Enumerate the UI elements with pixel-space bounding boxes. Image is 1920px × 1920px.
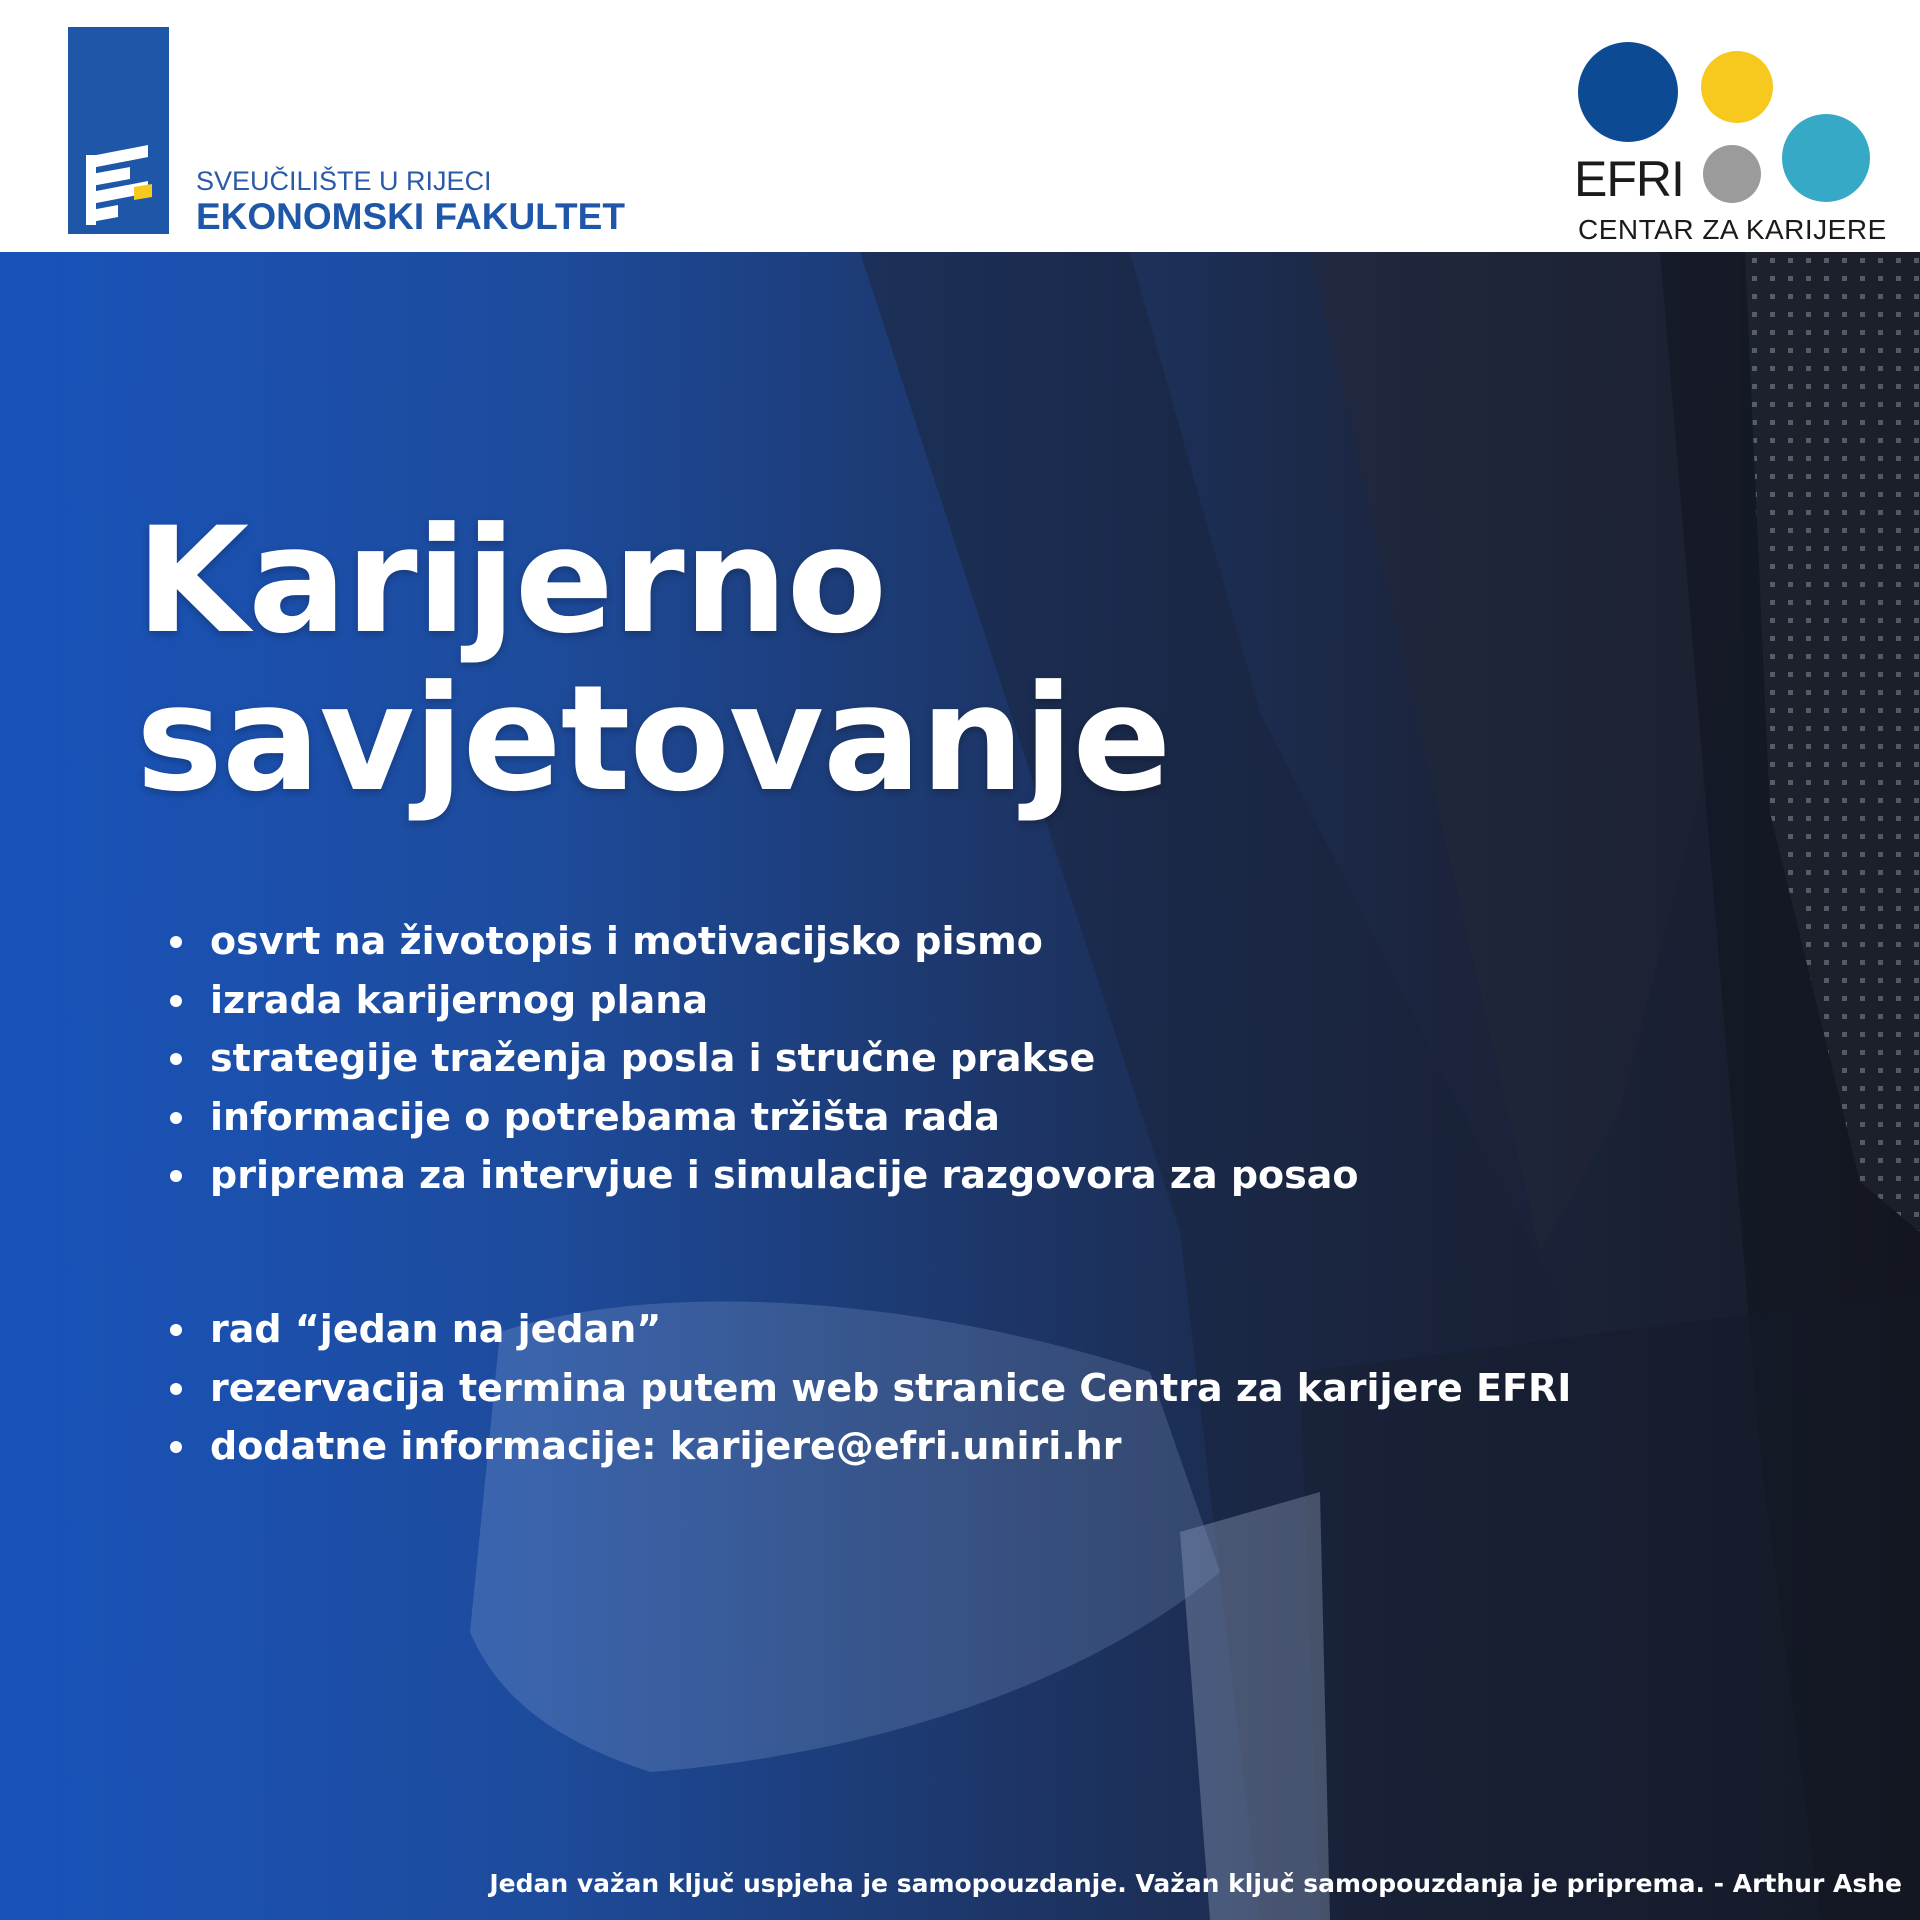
list-item: rad “jedan na jedan” bbox=[166, 1300, 1571, 1359]
headline-line-2: savjetovanje bbox=[136, 654, 1171, 824]
hero-section bbox=[0, 252, 1920, 1920]
services-list bbox=[166, 912, 1359, 1205]
list-item: strategije traženja posla i stručne prakse bbox=[166, 1029, 1359, 1088]
details-list bbox=[166, 1300, 1571, 1476]
efri-logo-text: EFRI bbox=[1574, 151, 1684, 207]
faculty-name: EKONOMSKI FAKULTET bbox=[196, 196, 625, 237]
dot-cyan bbox=[1782, 114, 1870, 202]
university-name: SVEUČILIŠTE U RIJECI bbox=[196, 166, 492, 196]
header bbox=[0, 0, 1920, 252]
university-logo bbox=[68, 27, 169, 234]
list-item: osvrt na životopis i motivacijsko pismo bbox=[166, 912, 1359, 971]
contact-email-item: dodatne informacije: karijere@efri.uniri.hr bbox=[166, 1417, 1571, 1476]
dot-yellow bbox=[1701, 51, 1773, 123]
list-item: priprema za intervjue i simulacije razgovora za posao bbox=[166, 1146, 1359, 1205]
headline-line-1: Karijerno bbox=[136, 496, 887, 666]
list-item: informacije o potrebama tržišta rada bbox=[166, 1088, 1359, 1147]
list-item: izrada karijernog plana bbox=[166, 971, 1359, 1030]
list-item: rezervacija termina putem web stranice Centra za karijere EFRI bbox=[166, 1359, 1571, 1418]
career-center-name: CENTAR ZA KARIJERE bbox=[1578, 214, 1887, 245]
dot-dark-blue bbox=[1578, 42, 1678, 142]
quote: Jedan važan ključ uspjeha je samopouzdanje. Važan ključ samopouzdanja je priprema. - Arthur Ashe bbox=[489, 1869, 1902, 1898]
dot-grey bbox=[1703, 145, 1761, 203]
headline bbox=[136, 496, 1171, 824]
